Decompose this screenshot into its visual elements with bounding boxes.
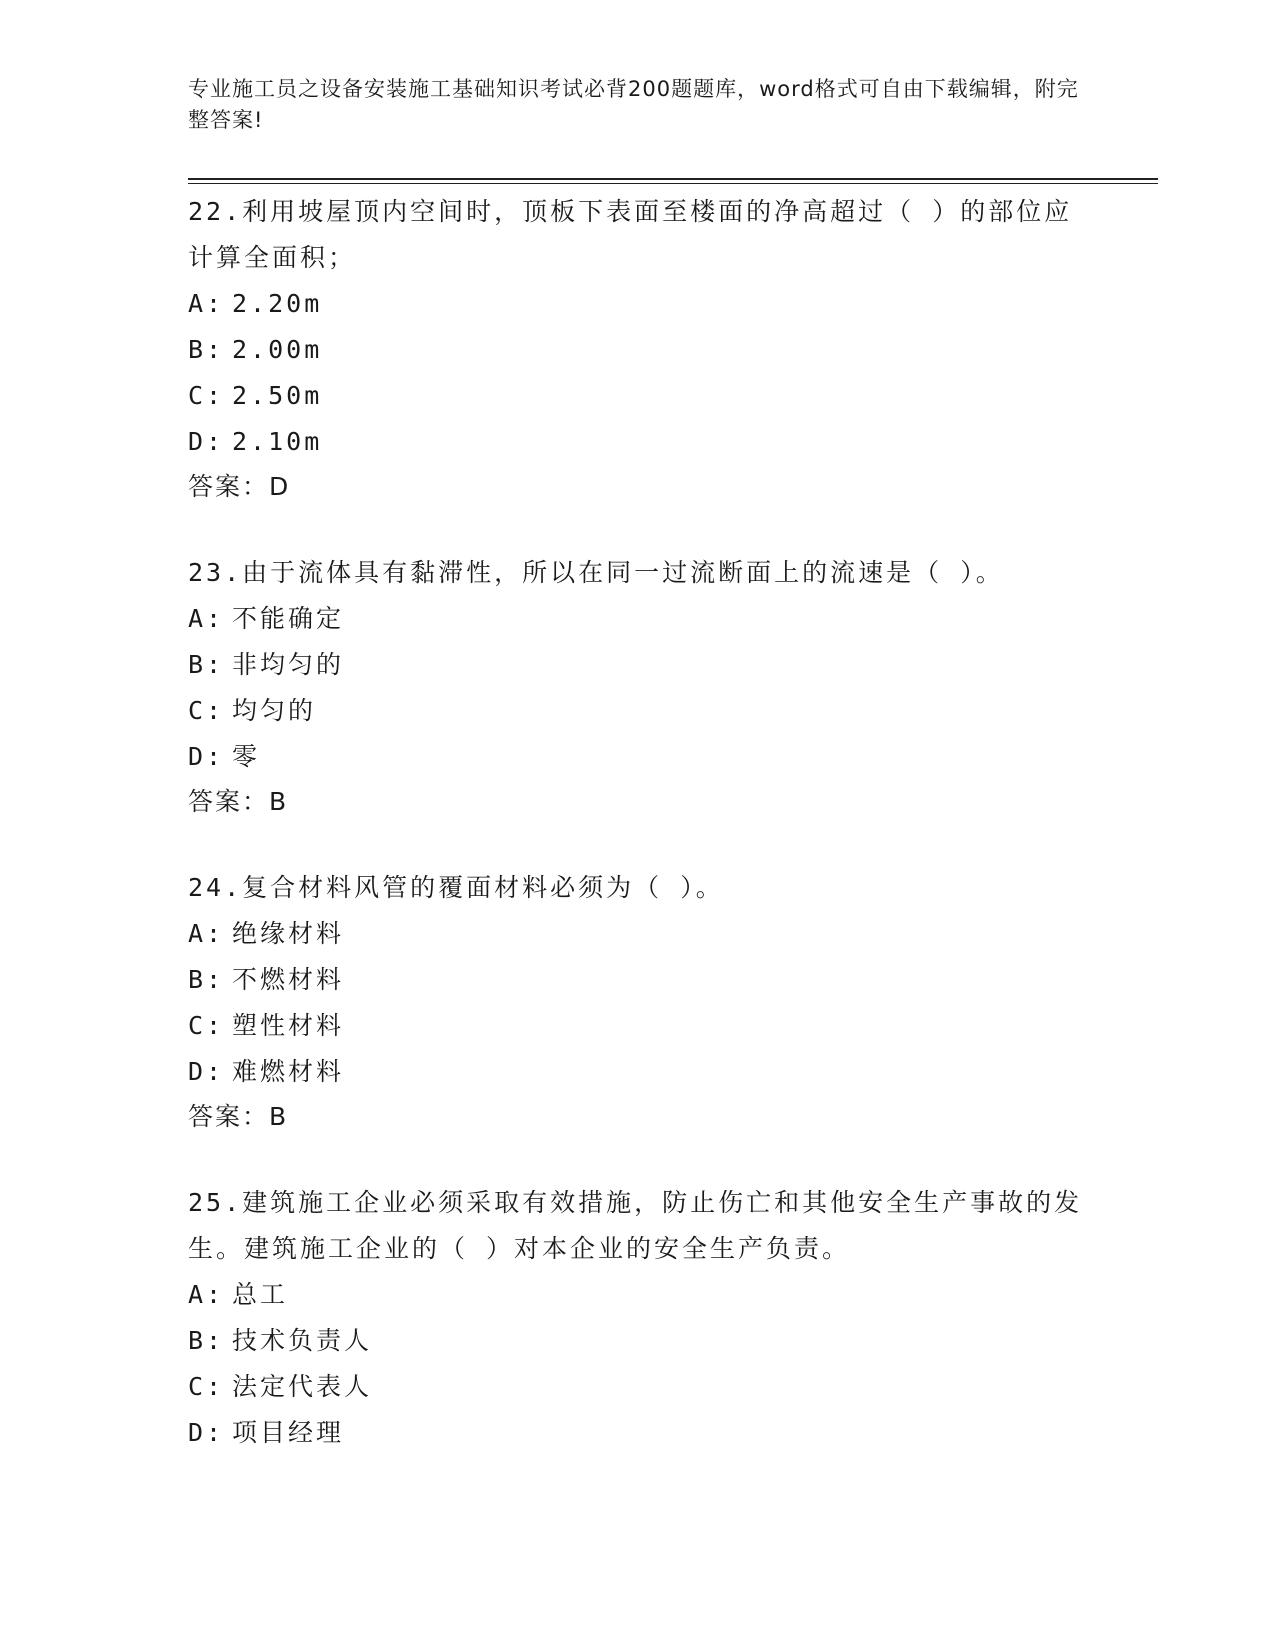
answer-label: 答案： [188,787,270,816]
answer-value: D [269,472,291,501]
answer-line [188,465,1088,509]
option-text: 塑性材料 [232,1011,345,1040]
option-a [188,596,1088,642]
option-text: 非均匀的 [232,650,345,679]
option-c [188,373,1088,419]
option-text: 技术负责人 [232,1326,373,1355]
option-c [188,688,1088,734]
question-22 [188,189,1088,509]
option-b [188,1318,1088,1364]
option-letter: C: [188,696,225,725]
option-c [188,1003,1088,1049]
question-24 [188,865,1088,1139]
option-text: 总工 [232,1280,289,1309]
answer-line [188,1095,1088,1139]
option-letter: D: [188,742,225,771]
option-letter: B: [188,965,225,994]
option-letter: B: [188,1326,225,1355]
header-rule-thin [188,183,1158,184]
option-text: 难燃材料 [232,1057,345,1086]
document-title: 专业施工员之设备安装施工基础知识考试必背200题题库，word格式可自由下载编辑，附完整答案! [188,77,1079,132]
option-d [188,734,1088,780]
option-b [188,642,1088,688]
option-a [188,911,1088,957]
option-text: 项目经理 [232,1418,345,1447]
option-text: 零 [232,742,261,771]
option-letter: A: [188,1280,225,1309]
option-d [188,1049,1088,1095]
option-text: 均匀的 [232,696,317,725]
option-b [188,957,1088,1003]
option-b [188,327,1088,373]
answer-label: 答案： [188,472,270,501]
option-letter: D: [188,1057,225,1086]
option-letter: A: [188,289,225,318]
answer-line [188,780,1088,824]
option-d [188,1410,1088,1456]
option-c [188,1364,1088,1410]
option-text: 2.50m [232,381,323,410]
answer-value: B [269,787,289,816]
question-text: 25.建筑施工企业必须采取有效措施，防止伤亡和其他安全生产事故的发生。建筑施工企业的（ ）对本企业的安全生产负责。 [188,1188,1083,1263]
option-letter: A: [188,919,225,948]
option-text: 不燃材料 [232,965,345,994]
header-rule-thick [188,178,1158,180]
question-text: 22.利用坡屋顶内空间时，顶板下表面至楼面的净高超过（ ）的部位应计算全面积； [188,197,1073,272]
option-letter: C: [188,381,225,410]
option-letter: C: [188,1011,225,1040]
answer-label: 答案： [188,1102,270,1131]
option-text: 法定代表人 [232,1372,373,1401]
option-letter: B: [188,650,225,679]
option-letter: A: [188,604,225,633]
option-letter: B: [188,335,225,364]
question-list [188,189,1088,1497]
option-letter: D: [188,427,225,456]
option-text: 2.20m [232,289,323,318]
option-text: 绝缘材料 [232,919,345,948]
question-25 [188,1180,1088,1456]
option-d [188,419,1088,465]
option-letter: D: [188,1418,225,1447]
option-text: 2.10m [232,427,323,456]
question-text: 23.由于流体具有黏滞性，所以在同一过流断面上的流速是（ ）。 [188,558,1004,587]
option-text: 2.00m [232,335,323,364]
option-text: 不能确定 [232,604,345,633]
question-23 [188,550,1088,824]
question-text: 24.复合材料风管的覆面材料必须为（ ）。 [188,873,724,902]
option-a [188,281,1088,327]
option-a [188,1272,1088,1318]
answer-value: B [269,1102,289,1131]
option-letter: C: [188,1372,225,1401]
